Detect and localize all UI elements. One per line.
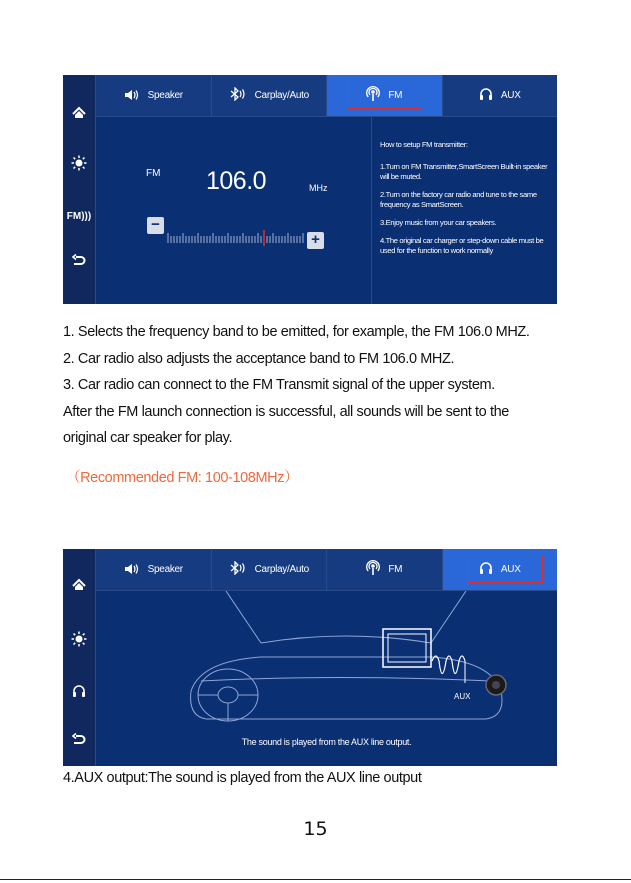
tab-fm-label: FM [388, 564, 403, 575]
tab-bar [96, 75, 557, 117]
frequency-up-button[interactable]: + [307, 232, 324, 249]
podcast-icon [366, 560, 380, 579]
tab-fm[interactable] [327, 75, 443, 116]
headphones-icon [479, 87, 493, 104]
side-nav [63, 75, 96, 304]
howto-step: 1.Turn on FM Transmitter,SmartScreen Built-in speaker will be muted. [380, 162, 548, 181]
aux-caption: The sound is played from the AUX line output. [241, 737, 412, 747]
tab-carplay[interactable] [212, 549, 328, 590]
page-number: 15 [303, 818, 328, 840]
brightness-icon[interactable] [63, 155, 95, 177]
instruction-line: After the FM launch connection is successful, all sounds will be sent to the [63, 403, 509, 420]
tab-carplay-label: Carplay/Auto [254, 564, 309, 575]
side-nav [63, 549, 96, 766]
aux-port-label: AUX [454, 692, 471, 701]
band-label: FM [146, 168, 161, 179]
howto-panel [371, 116, 557, 304]
instruction-line: 2. Car radio also adjusts the acceptance band to FM 106.0 MHZ. [63, 350, 455, 367]
recommended-fm-note: （Recommended FM: 100-108MHz） [66, 470, 299, 486]
instructions [63, 319, 583, 452]
speaker-icon [124, 562, 140, 578]
instruction-line: 3. Car radio can connect to the FM Transmit signal of the upper system. [63, 377, 495, 393]
headphones-icon[interactable] [63, 683, 95, 705]
tab-speaker[interactable] [96, 549, 212, 590]
fm-screen [63, 75, 557, 304]
tab-bar [96, 549, 557, 591]
back-icon[interactable] [63, 253, 95, 275]
howto-step: 2.Turn on the factory car radio and tune to the same frequency as SmartScreen. [380, 190, 537, 209]
tab-fm[interactable] [327, 549, 443, 590]
selection-highlight [347, 81, 422, 109]
tab-fm-label: FM [388, 90, 403, 101]
footer-divider [0, 879, 631, 880]
howto-step: 4.The original car charger or step-down cable must be used for the function to work normally [380, 236, 544, 255]
frequency-scale[interactable] [166, 230, 306, 246]
brightness-icon[interactable] [63, 631, 95, 653]
frequency-down-button[interactable]: − [147, 217, 164, 234]
aux-output-text: 4.AUX output:The sound is played from the AUX line output [63, 770, 422, 786]
tab-speaker-label: Speaker [147, 564, 183, 575]
tab-carplay-label: Carplay/Auto [254, 90, 309, 101]
selection-highlight [467, 555, 544, 583]
tab-speaker-label: Speaker [147, 90, 183, 101]
bluetooth-icon [229, 87, 247, 104]
aux-screen [63, 549, 557, 766]
frequency-display: 106.0 [206, 167, 267, 195]
tab-aux-label: AUX [500, 564, 521, 575]
home-icon[interactable] [63, 577, 95, 599]
frequency-unit: MHz [309, 183, 328, 193]
instruction-line: original car speaker for play. [63, 430, 233, 446]
home-icon[interactable] [63, 105, 95, 127]
tab-carplay[interactable] [212, 75, 328, 116]
fm-radio-icon[interactable]: FM))) [66, 211, 92, 222]
tab-aux[interactable] [443, 549, 558, 590]
tab-aux-label: AUX [500, 90, 521, 101]
speaker-icon [124, 88, 140, 104]
bluetooth-icon [229, 561, 247, 578]
howto-title: How to setup FM transmitter: [380, 140, 468, 149]
howto-step: 3.Enjoy music from your car speakers. [380, 218, 497, 227]
tab-speaker[interactable] [96, 75, 212, 116]
instruction-line: 1. Selects the frequency band to be emitted, for example, the FM 106.0 MHZ. [63, 324, 530, 340]
car-dashboard-illustration [96, 591, 557, 731]
tab-aux[interactable] [443, 75, 558, 116]
